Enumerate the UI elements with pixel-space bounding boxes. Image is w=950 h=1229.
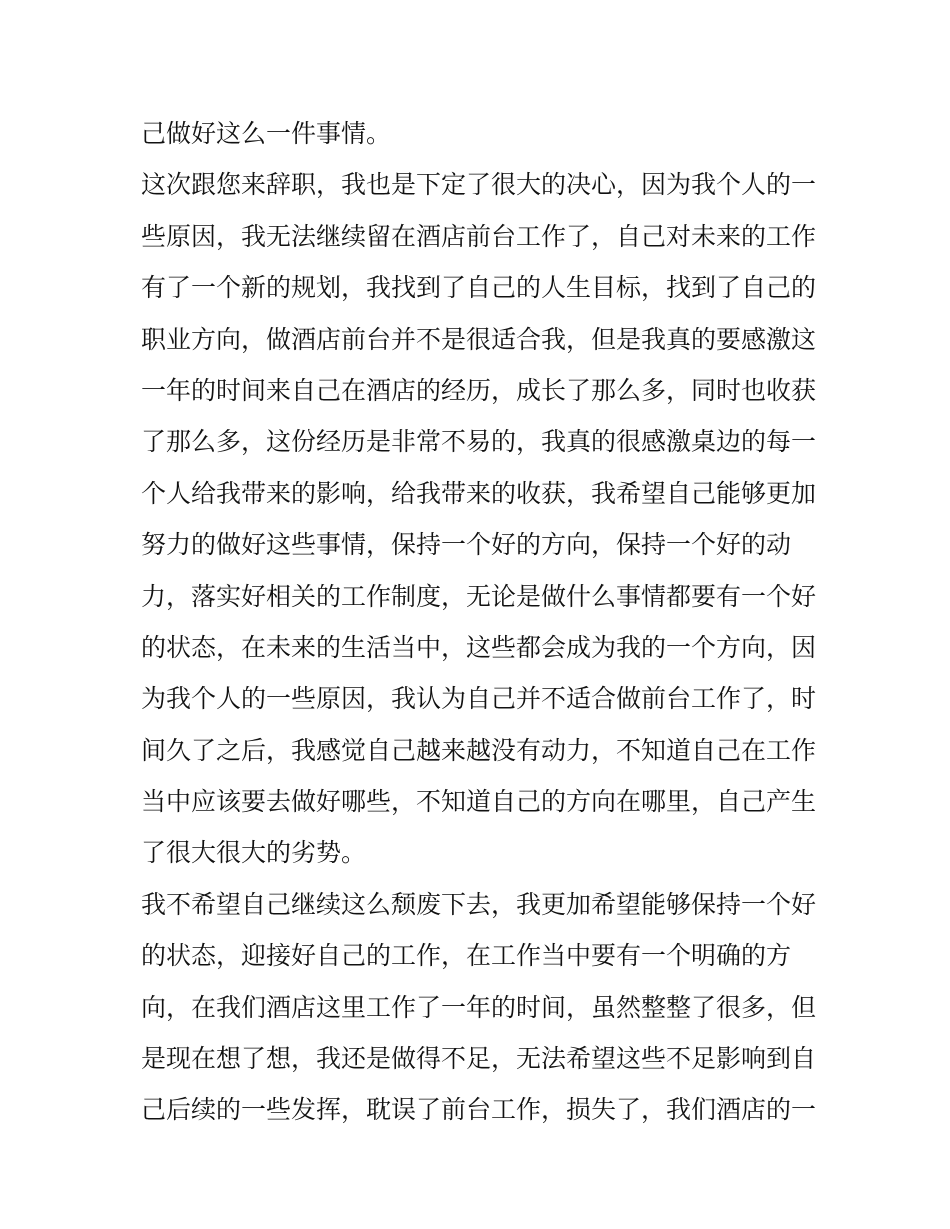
text-line: 职业方向，做酒店前台并不是很适合我，但是我真的要感激这 <box>141 324 817 354</box>
text-line: 个人给我带来的影响，给我带来的收获，我希望自己能够更加 <box>141 478 817 508</box>
text-line: 是现在想了想，我还是做得不足，无法希望这些不足影响到自 <box>141 1044 817 1074</box>
text-line: 的状态，在未来的生活当中，这些都会成为我的一个方向，因 <box>141 632 817 662</box>
text-line: 己后续的一些发挥，耽误了前台工作，损失了，我们酒店的一 <box>141 1095 817 1125</box>
text-line: 些原因，我无法继续留在酒店前台工作了，自己对未来的工作 <box>141 221 817 251</box>
text-line: 间久了之后，我感觉自己越来越没有动力，不知道自己在工作 <box>141 735 817 765</box>
text-line: 力，落实好相关的工作制度，无论是做什么事情都要有一个好 <box>141 581 817 611</box>
text-line: 有了一个新的规划，我找到了自己的人生目标，找到了自己的 <box>141 273 817 303</box>
text-line: 努力的做好这些事情，保持一个好的方向，保持一个好的动 <box>141 530 792 560</box>
text-line: 己做好这么一件事情。 <box>141 119 392 148</box>
text-line: 为我个人的一些原因，我认为自己并不适合做前台工作了，时 <box>141 684 817 714</box>
document-body-text <box>141 108 821 1136</box>
text-line: 这次跟您来辞职，我也是下定了很大的决心，因为我个人的一 <box>141 170 817 200</box>
text-line: 向，在我们酒店这里工作了一年的时间，虽然整整了很多，但 <box>141 992 817 1022</box>
text-line: 了很大很大的劣势。 <box>141 838 367 868</box>
text-line: 一年的时间来自己在酒店的经历，成长了那么多，同时也收获 <box>141 375 817 405</box>
text-line: 我不希望自己继续这么颓废下去，我更加希望能够保持一个好 <box>141 889 817 919</box>
text-line: 的状态，迎接好自己的工作，在工作当中要有一个明确的方 <box>141 941 792 971</box>
text-line: 了那么多，这份经历是非常不易的，我真的很感激桌边的每一 <box>141 427 817 457</box>
text-line: 当中应该要去做好哪些，不知道自己的方向在哪里，自己产生 <box>141 787 817 817</box>
